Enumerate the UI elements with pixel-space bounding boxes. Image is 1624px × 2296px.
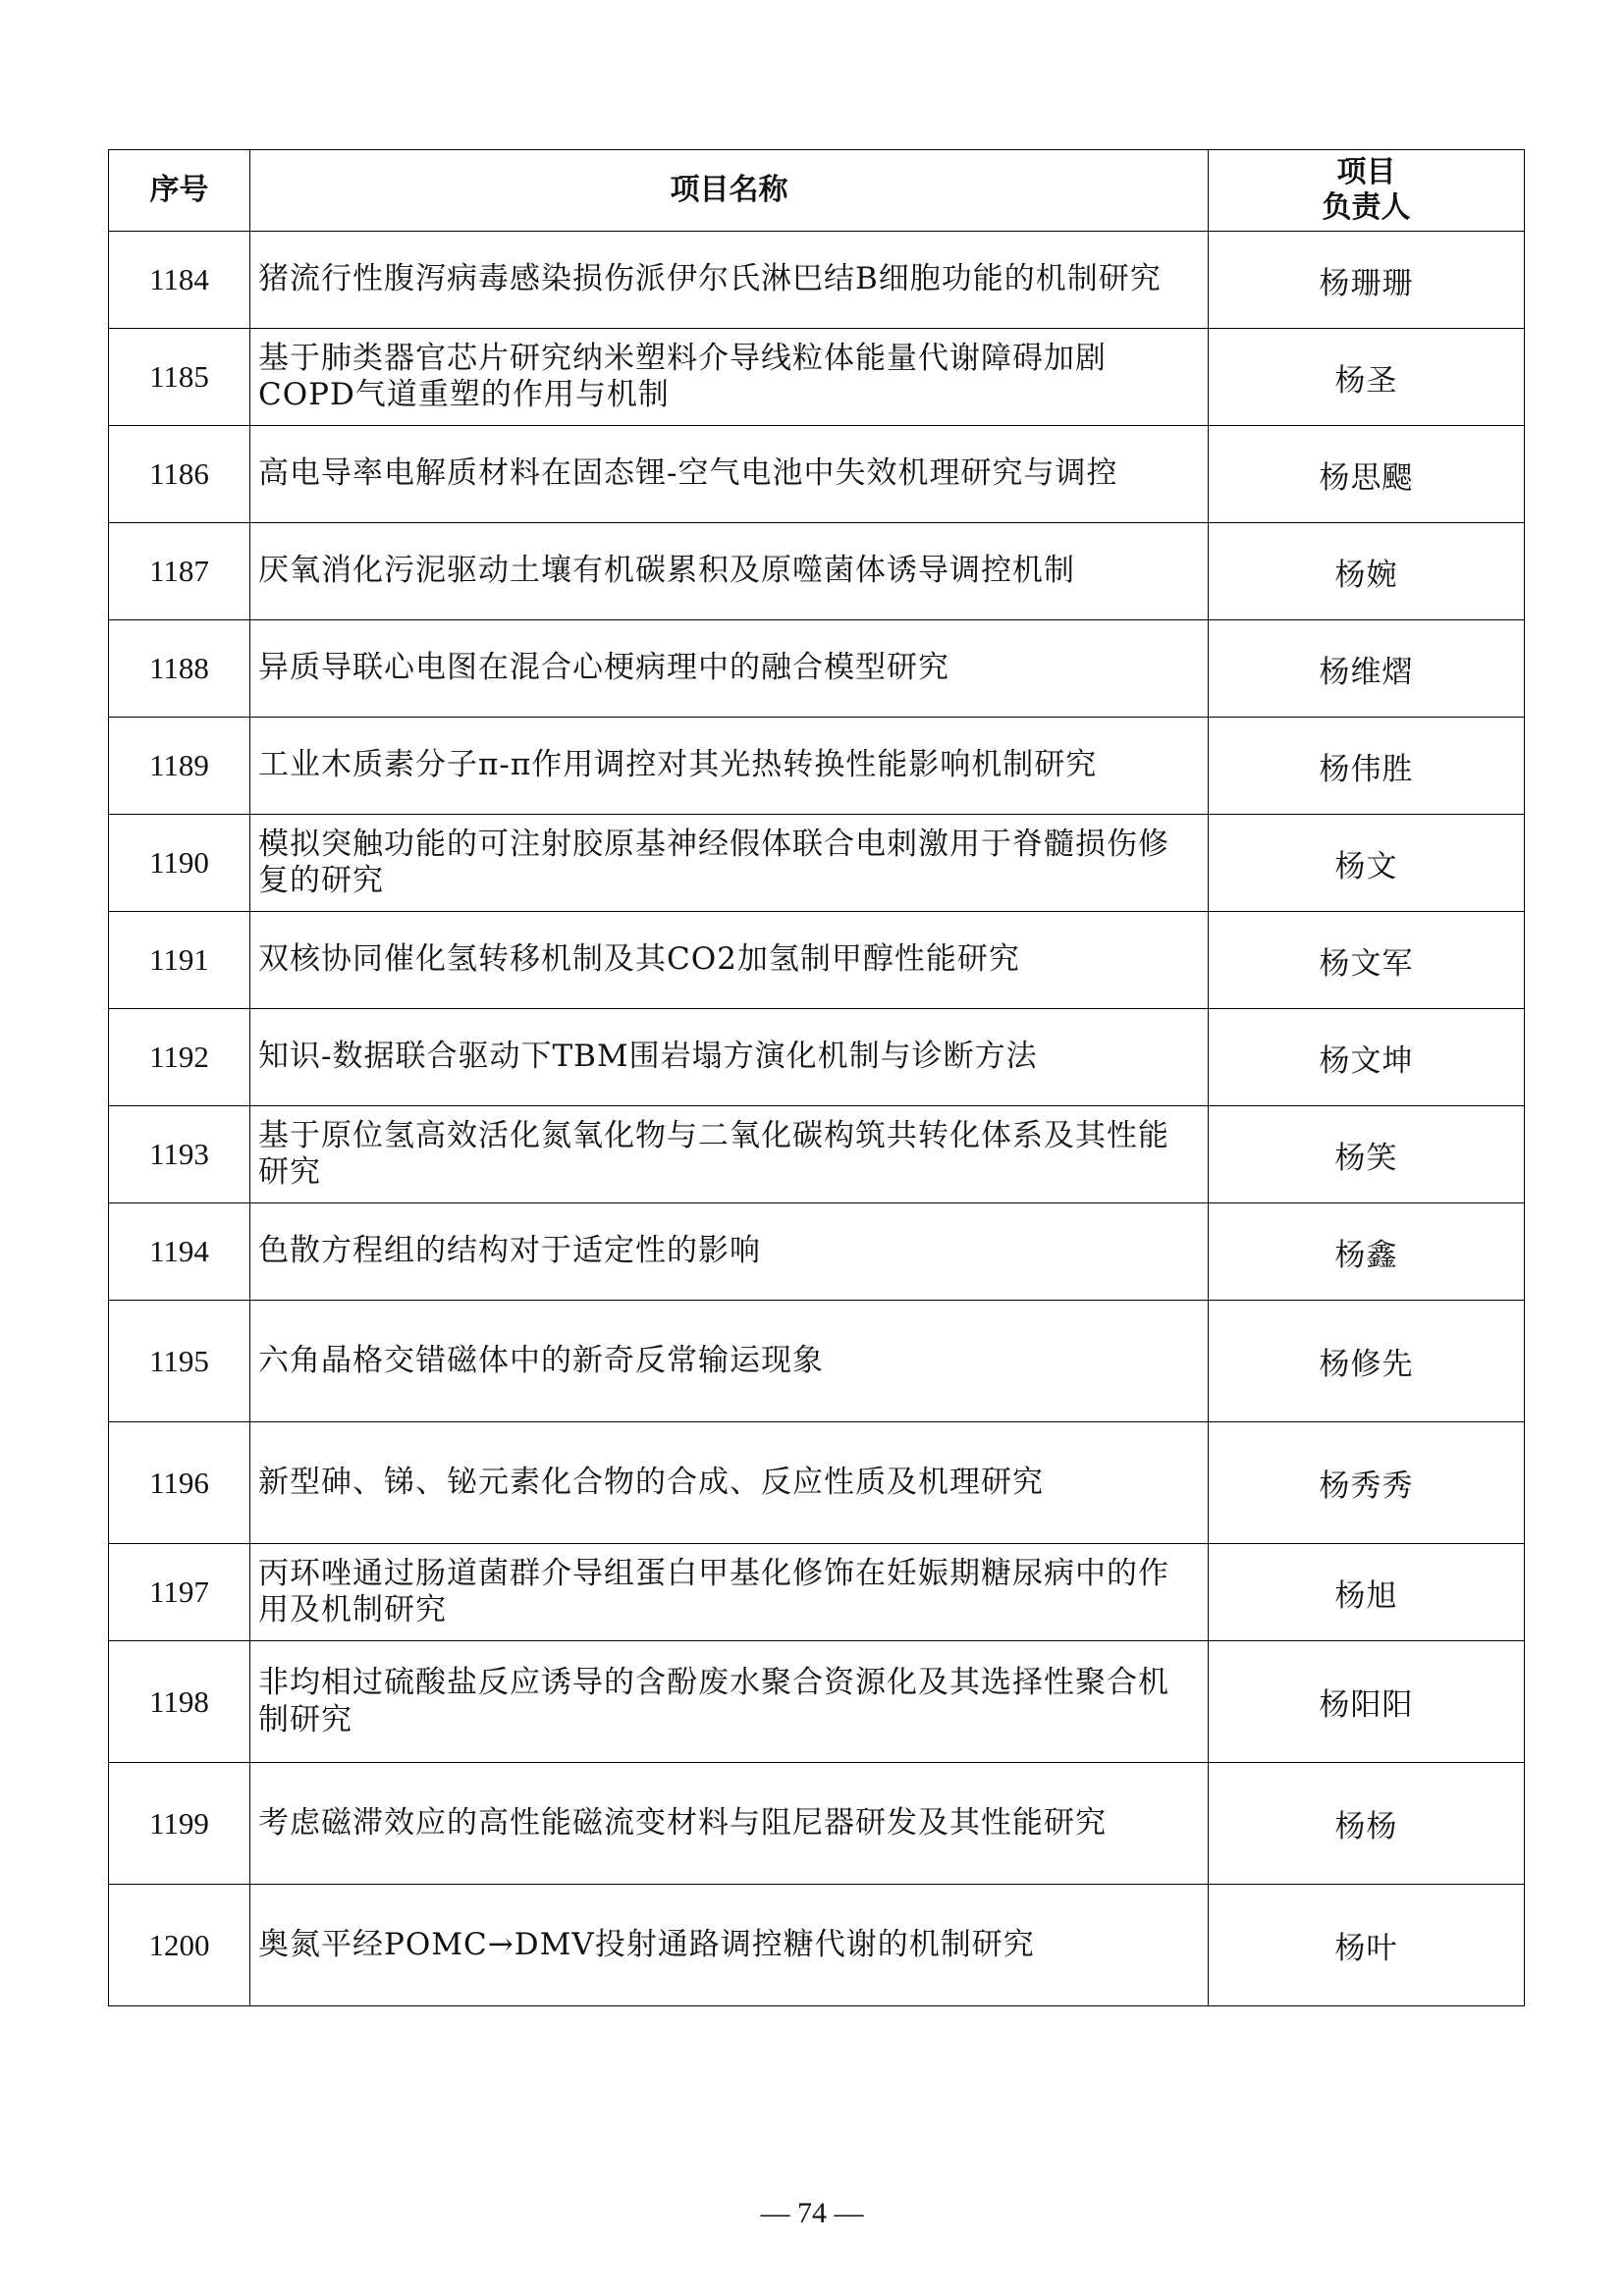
row-project-leader: 杨旭 <box>1209 1544 1525 1641</box>
table-row <box>109 1009 1525 1106</box>
row-project-name: 知识-数据联合驱动下TBM围岩塌方演化机制与诊断方法 <box>250 1009 1209 1106</box>
row-serial-number: 1190 <box>109 815 250 912</box>
table-row <box>109 426 1525 523</box>
row-project-name: 猪流行性腹泻病毒感染损伤派伊尔氏淋巴结B细胞功能的机制研究 <box>250 232 1209 329</box>
row-project-name: 非均相过硫酸盐反应诱导的含酚废水聚合资源化及其选择性聚合机制研究 <box>250 1641 1209 1763</box>
row-serial-number: 1199 <box>109 1763 250 1885</box>
row-serial-number: 1185 <box>109 329 250 426</box>
row-serial-number: 1191 <box>109 912 250 1009</box>
row-project-leader: 杨维熠 <box>1209 620 1525 718</box>
row-project-name: 高电导率电解质材料在固态锂-空气电池中失效机理研究与调控 <box>250 426 1209 523</box>
row-project-leader: 杨笑 <box>1209 1106 1525 1203</box>
header-project-leader <box>1209 150 1525 232</box>
table-row <box>109 1301 1525 1422</box>
header-serial-number: 序号 <box>109 150 250 232</box>
row-project-name: 六角晶格交错磁体中的新奇反常输运现象 <box>250 1301 1209 1422</box>
row-project-leader: 杨杨 <box>1209 1763 1525 1885</box>
row-serial-number: 1195 <box>109 1301 250 1422</box>
row-project-leader: 杨圣 <box>1209 329 1525 426</box>
row-serial-number: 1192 <box>109 1009 250 1106</box>
row-project-name: 基于原位氢高效活化氮氧化物与二氧化碳构筑共转化体系及其性能研究 <box>250 1106 1209 1203</box>
table-row <box>109 912 1525 1009</box>
table-row <box>109 1641 1525 1763</box>
row-serial-number: 1198 <box>109 1641 250 1763</box>
row-serial-number: 1184 <box>109 232 250 329</box>
header-project-leader-label: 项目 负责人 <box>1322 155 1411 225</box>
page-number: — 74 — <box>760 2197 864 2229</box>
table-row <box>109 718 1525 815</box>
table-header-row <box>109 150 1525 232</box>
row-serial-number: 1188 <box>109 620 250 718</box>
table-row <box>109 1763 1525 1885</box>
row-project-name: 奥氮平经POMC→DMV投射通路调控糖代谢的机制研究 <box>250 1885 1209 2006</box>
project-table <box>108 149 1525 2006</box>
table-row <box>109 1106 1525 1203</box>
row-serial-number: 1193 <box>109 1106 250 1203</box>
row-project-name: 基于肺类器官芯片研究纳米塑料介导线粒体能量代谢障碍加剧COPD气道重塑的作用与机制 <box>250 329 1209 426</box>
row-project-name: 新型砷、锑、铋元素化合物的合成、反应性质及机理研究 <box>250 1422 1209 1544</box>
row-project-name: 模拟突触功能的可注射胶原基神经假体联合电刺激用于脊髓损伤修复的研究 <box>250 815 1209 912</box>
table-row <box>109 1422 1525 1544</box>
table-row <box>109 815 1525 912</box>
table-row <box>109 1203 1525 1301</box>
table-row <box>109 1544 1525 1641</box>
row-project-leader: 杨婉 <box>1209 523 1525 620</box>
row-project-leader: 杨阳阳 <box>1209 1641 1525 1763</box>
row-serial-number: 1189 <box>109 718 250 815</box>
table-row <box>109 1885 1525 2006</box>
table-row <box>109 329 1525 426</box>
row-project-name: 工业木质素分子π-π作用调控对其光热转换性能影响机制研究 <box>250 718 1209 815</box>
row-project-name: 厌氧消化污泥驱动土壤有机碳累积及原噬菌体诱导调控机制 <box>250 523 1209 620</box>
row-project-leader: 杨秀秀 <box>1209 1422 1525 1544</box>
row-project-name: 丙环唑通过肠道菌群介导组蛋白甲基化修饰在妊娠期糖尿病中的作用及机制研究 <box>250 1544 1209 1641</box>
row-serial-number: 1186 <box>109 426 250 523</box>
row-project-name: 考虑磁滞效应的高性能磁流变材料与阻尼器研发及其性能研究 <box>250 1763 1209 1885</box>
row-project-leader: 杨伟胜 <box>1209 718 1525 815</box>
row-project-leader: 杨珊珊 <box>1209 232 1525 329</box>
row-project-leader: 杨文坤 <box>1209 1009 1525 1106</box>
row-serial-number: 1196 <box>109 1422 250 1544</box>
row-project-name: 双核协同催化氢转移机制及其CO2加氢制甲醇性能研究 <box>250 912 1209 1009</box>
row-project-leader: 杨叶 <box>1209 1885 1525 2006</box>
row-project-name: 异质导联心电图在混合心梗病理中的融合模型研究 <box>250 620 1209 718</box>
row-project-name: 色散方程组的结构对于适定性的影响 <box>250 1203 1209 1301</box>
row-serial-number: 1194 <box>109 1203 250 1301</box>
header-project-name: 项目名称 <box>250 150 1209 232</box>
row-project-leader: 杨鑫 <box>1209 1203 1525 1301</box>
table-row <box>109 523 1525 620</box>
row-project-leader: 杨文军 <box>1209 912 1525 1009</box>
row-project-leader: 杨修先 <box>1209 1301 1525 1422</box>
table-row <box>109 620 1525 718</box>
row-project-leader: 杨文 <box>1209 815 1525 912</box>
row-project-leader: 杨思颸 <box>1209 426 1525 523</box>
row-serial-number: 1197 <box>109 1544 250 1641</box>
row-serial-number: 1200 <box>109 1885 250 2006</box>
row-serial-number: 1187 <box>109 523 250 620</box>
table-row <box>109 232 1525 329</box>
